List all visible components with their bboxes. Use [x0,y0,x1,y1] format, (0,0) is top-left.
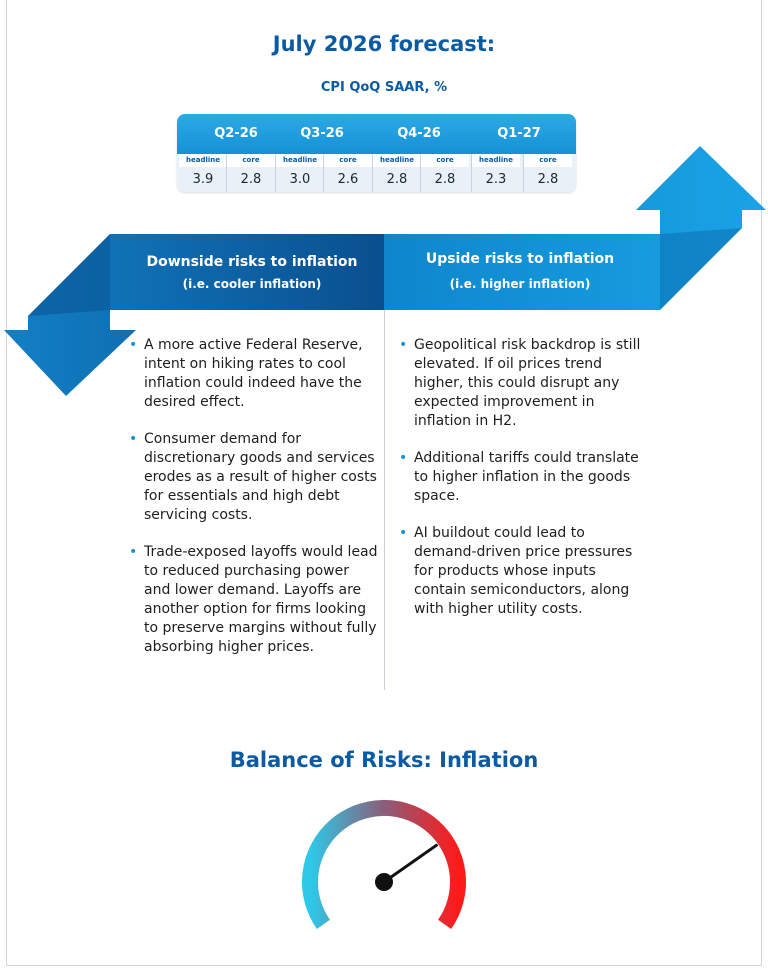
table-cell-value: 2.3 [485,172,507,187]
table-cell-value: 3.9 [192,172,214,187]
quarter-label: Q1-27 [497,126,541,141]
list-item [398,449,648,506]
bullet-icon: • [399,337,408,353]
downside-item-text: Consumer demand for discretionary goods and services erodes as a result of higher costs for essentials and high debt servicing costs. [144,431,377,523]
balance-title: Balance of Risks: Inflation [229,748,539,772]
table-cell-value: 2.8 [386,172,408,187]
downside-risk-list [128,336,378,675]
table-cell-value: 2.8 [537,172,559,187]
list-item [128,336,378,412]
down-arrow-fold [28,234,110,316]
downside-title: Downside risks to inflation [146,254,358,270]
list-item [128,430,378,525]
headline-label: headline [276,154,324,167]
bullet-icon: • [399,525,408,541]
upside-item-text: Geopolitical risk backdrop is still elevated. If oil prices trend higher, this could disrupt any expected improvement in inflation in H2. [414,337,641,429]
downside-item-text: Trade-exposed layoffs would lead to reduced purchasing power and lower demand. Layoffs are another option for firms looking to preserve margins without fully absorbing higher prices. [144,544,378,655]
core-label: core [324,154,372,167]
bullet-icon: • [129,337,138,353]
downside-subtitle: (i.e. cooler inflation) [182,277,322,291]
bullet-icon: • [129,431,138,447]
table-cell-value: 2.6 [337,172,359,187]
core-label: core [227,154,275,167]
gauge-hub [375,873,393,891]
up-arrow-fold [660,228,742,310]
quarter-label: Q4-26 [397,126,441,141]
core-label: core [421,154,469,167]
list-item [398,336,648,431]
risk-gauge [292,790,476,940]
headline-label: headline [373,154,421,167]
headline-label: headline [472,154,520,167]
core-label: core [524,154,572,167]
upside-subtitle: (i.e. higher inflation) [449,277,591,291]
gauge-needle [384,845,436,882]
list-item [398,524,648,619]
bullet-icon: • [129,544,138,560]
bullet-icon: • [399,450,408,466]
upside-risk-list [398,336,648,637]
upside-title: Upside risks to inflation [425,251,615,267]
gauge-arc [310,808,458,924]
table-cell-value: 3.0 [289,172,311,187]
headline-label: headline [179,154,227,167]
quarter-label: Q3-26 [300,126,344,141]
table-cell-value: 2.8 [240,172,262,187]
upside-item-text: Additional tariffs could translate to higher inflation in the goods space. [414,450,639,504]
page-subtitle: CPI QoQ SAAR, % [320,80,448,95]
table-cell-value: 2.8 [434,172,456,187]
page-title: July 2026 forecast: [272,32,496,56]
column-divider [384,310,385,690]
quarter-label: Q2-26 [214,126,258,141]
downside-item-text: A more active Federal Reserve, intent on hiking rates to cool inflation could indeed have the desired effect. [144,337,363,410]
list-item [128,543,378,657]
upside-item-text: AI buildout could lead to demand-driven price pressures for products whose inputs contain semiconductors, along with higher utility costs. [414,525,633,617]
